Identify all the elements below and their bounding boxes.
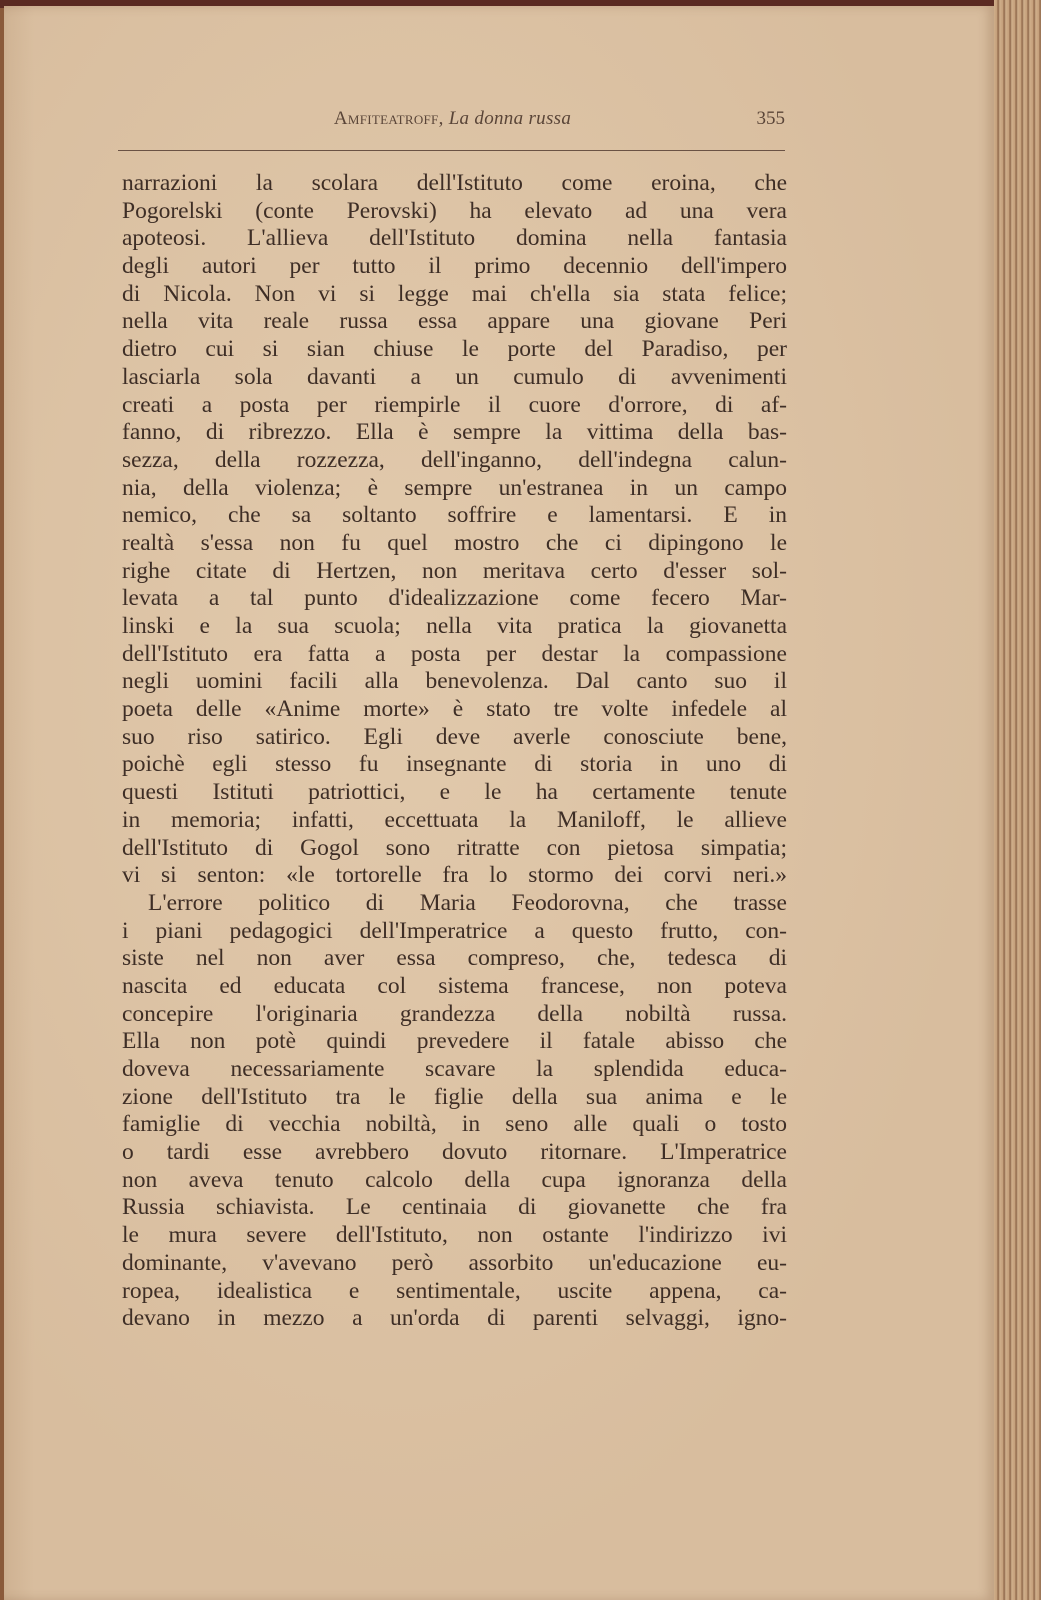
text-line: questi Istituti patriottici, e le ha certamente tenute — [122, 779, 787, 806]
text-line: apoteosi. L'allieva dell'Istituto domina nella fantasia — [122, 225, 787, 252]
text-line: Russia schiavista. Le centinaia di giovanette che fra — [122, 1194, 787, 1221]
header-rule — [118, 150, 785, 151]
paragraph-first-line: L'errore politico di Maria Feodorovna, che trasse — [148, 889, 787, 916]
running-head-work: La donna russa — [448, 108, 572, 129]
text-line: poeta delle «Anime morte» è stato tre volte infedele al — [122, 696, 787, 723]
text-line: fanno, di ribrezzo. Ella è sempre la vittima della bas- — [122, 419, 787, 446]
text-line: di Nicola. Non vi si legge mai ch'ella sia stata felice; — [122, 280, 787, 307]
body-text — [122, 170, 787, 1333]
text-line: o tardi esse avrebbero dovuto ritornare. L'Imperatrice — [122, 1139, 787, 1166]
text-line: devano in mezzo a un'orda di parenti selvaggi, igno- — [122, 1305, 787, 1332]
text-line: vi si senton: «le tortorelle fra lo stormo dei corvi neri.» — [122, 862, 787, 889]
text-line: nella vita reale russa essa appare una giovane Peri — [122, 308, 787, 335]
text-line: ropea, idealistica e sentimentale, uscite appena, ca- — [122, 1277, 787, 1304]
page-edge-stack — [994, 0, 1041, 1600]
text-line: nia, della violenza; è sempre un'estranea in un campo — [122, 474, 787, 501]
text-line: nemico, che sa soltanto soffrire e lamentarsi. E in — [122, 502, 787, 529]
text-line: lasciarla sola davanti a un cumulo di avvenimenti — [122, 363, 787, 390]
running-head — [120, 108, 785, 138]
text-line: Ella non potè quindi prevedere il fatale abisso che — [122, 1028, 787, 1055]
text-line: i piani pedagogici dell'Imperatrice a questo frutto, con- — [122, 917, 787, 944]
text-line: nascita ed educata col sistema francese, non poteva — [122, 972, 787, 999]
text-line: negli uomini facili alla benevolenza. Dal canto suo il — [122, 668, 787, 695]
text-line: in memoria; infatti, eccettuata la Maniloff, le allieve — [122, 806, 787, 833]
text-line: le mura severe dell'Istituto, non ostante l'indirizzo ivi — [122, 1222, 787, 1249]
text-line: realtà s'essa non fu quel mostro che ci dipingono le — [122, 529, 787, 556]
text-line: suo riso satirico. Egli deve averle conosciute bene, — [122, 723, 787, 750]
page-number: 355 — [756, 108, 785, 129]
text-line: degli autori per tutto il primo decennio dell'impero — [122, 253, 787, 280]
text-line: narrazioni la scolara dell'Istituto come eroina, che — [122, 170, 787, 196]
text-line: siste nel non aver essa compreso, che, tedesca di — [122, 945, 787, 972]
text-line: famiglie di vecchia nobiltà, in seno alle quali o tosto — [122, 1111, 787, 1138]
text-line: dietro cui si sian chiuse le porte del Paradiso, per — [122, 336, 787, 363]
text-line: concepire l'originaria grandezza della nobiltà russa. — [122, 1000, 787, 1027]
text-line: sezza, della rozzezza, dell'inganno, dell'indegna calun- — [122, 446, 787, 473]
text-line: linski e la sua scuola; nella vita pratica la giovanetta — [122, 613, 787, 639]
text-line: dell'Istituto era fatta a posta per destar la compassione — [122, 640, 787, 667]
text-line: poichè egli stesso fu insegnante di storia in uno di — [122, 751, 787, 778]
running-head-author: Amfiteatroff — [333, 108, 439, 129]
text-line: Pogorelski (conte Perovski) ha elevato ad una vera — [122, 197, 787, 224]
text-line: non aveva tenuto calcolo della cupa ignoranza della — [122, 1166, 787, 1193]
text-line: levata a tal punto d'idealizzazione come fecero Mar- — [122, 585, 787, 612]
text-line: dell'Istituto di Gogol sono ritratte con pietosa simpatia; — [122, 834, 787, 861]
running-head-separator: , — [438, 108, 449, 129]
text-line: doveva necessariamente scavare la splendida educa- — [122, 1056, 787, 1082]
text-line: creati a posta per riempirle il cuore d'orrore, di af- — [122, 391, 787, 418]
text-line: dominante, v'avevano però assorbito un'educazione eu- — [122, 1249, 787, 1276]
running-head-title — [120, 108, 785, 130]
text-line: zione dell'Istituto tra le figlie della sua anima e le — [122, 1083, 787, 1110]
text-line: righe citate di Hertzen, non meritava certo d'esser sol- — [122, 557, 787, 584]
